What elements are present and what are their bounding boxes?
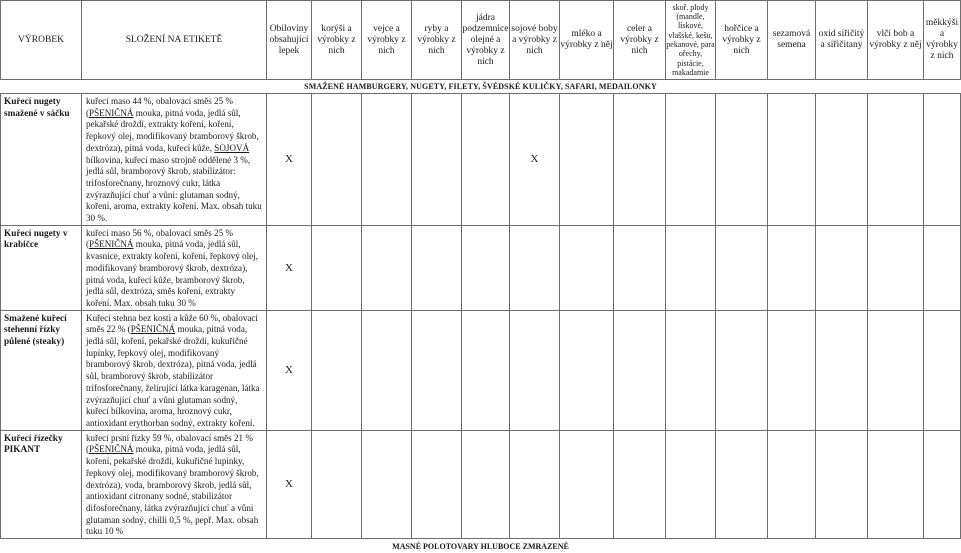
table-row xyxy=(1,310,961,430)
empty-cell xyxy=(312,310,362,430)
header-sesame: sezamová semena xyxy=(768,1,816,80)
empty-cell xyxy=(768,310,816,430)
table-row xyxy=(1,94,961,226)
header-eggs: vejce a výrobky z nich xyxy=(362,1,412,80)
header-row xyxy=(1,1,961,80)
empty-cell xyxy=(560,430,614,538)
empty-cell xyxy=(614,94,666,226)
empty-cell xyxy=(462,310,510,430)
empty-cell xyxy=(614,310,666,430)
header-crustaceans: korýši a výrobky z nich xyxy=(312,1,362,80)
empty-cell xyxy=(412,94,462,226)
footer-row xyxy=(1,539,961,553)
header-nuts: skoř. plody (mandle, lískové, vlašské, kešu, pekanové, para ořechy, pistácie, makadamie xyxy=(666,1,716,80)
empty-cell xyxy=(462,225,510,310)
empty-cell xyxy=(816,430,868,538)
empty-cell xyxy=(716,310,768,430)
gluten-mark: X xyxy=(267,225,312,310)
footer-title: MASNÉ POLOTOVARY HLUBOCE ZMRAZENÉ xyxy=(1,539,961,553)
empty-cell xyxy=(716,225,768,310)
empty-cell xyxy=(768,430,816,538)
empty-cell xyxy=(362,225,412,310)
header-mustard: hořčice a výrobky z nich xyxy=(716,1,768,80)
table-row xyxy=(1,430,961,538)
product-name: Smažené kuřecí stehenní řízky půlené (steaky) xyxy=(1,310,82,430)
empty-cell xyxy=(868,225,924,310)
empty-cell xyxy=(312,94,362,226)
product-composition: Kuřecí stehna bez kosti a kůže 60 %, obalovací směs 22 % (PŠENIČNÁ mouka, pitná voda, jedlá sůl, koření, pekařské droždí, kukuřičné lupínky, řepkový olej, modifikovaný bramborový škrob, dextróza), pitná voda, jedlá sůl, bramborový škrob, stabilizátor trifosforečnany, želírující látka karagenan, látka zvýrazňující chuť a vůni glutaman sodný, kuřecí bílkovina, aroma, hroznový cukr, antioxidant erythorban sodný, extrakty koření. xyxy=(82,310,267,430)
empty-cell xyxy=(716,94,768,226)
empty-cell xyxy=(510,310,560,430)
allergen-highlight: SOJOVÁ xyxy=(214,142,250,153)
empty-cell xyxy=(816,225,868,310)
empty-cell xyxy=(924,310,961,430)
empty-cell xyxy=(816,94,868,226)
header-celery: celer a výrobky z nich xyxy=(614,1,666,80)
product-composition: kuřecí prsní řízky 59 %, obalovací směs 21 % (PŠENIČNÁ mouka, pitná voda, jedlá sůl, koření, pekařské droždí, kukuřičné lupínky, řepkový olej, modifikovaný bramborový škrob, dextróza), voda, bramborový škrob, jedlá sůl, antioxidant citronany sodné, stabilizátor difosforečnany, látka zvýrazňující chuť a vůni glutaman sodný, chilli 0,5 %, pepř. Max. obsah tuku 10 % xyxy=(82,430,267,538)
empty-cell xyxy=(312,430,362,538)
header-product: VÝROBEK xyxy=(1,1,82,80)
allergen-highlight: PŠENIČNÁ xyxy=(130,324,176,335)
empty-cell xyxy=(666,225,716,310)
empty-cell xyxy=(412,310,462,430)
empty-cell xyxy=(462,94,510,226)
empty-cell xyxy=(362,94,412,226)
header-peanuts: jádra podzemnice olejné a výrobky z nich xyxy=(462,1,510,80)
empty-cell xyxy=(768,225,816,310)
empty-cell xyxy=(666,310,716,430)
header-gluten: Obiloviny obsahující lepek xyxy=(267,1,312,80)
product-name: Kuřecí nugety smažené v sáčku xyxy=(1,94,82,226)
header-lupin: vlčí bob a výrobky z něj xyxy=(868,1,924,80)
empty-cell xyxy=(614,430,666,538)
empty-cell xyxy=(666,430,716,538)
empty-cell xyxy=(510,225,560,310)
header-soy: sojové boby a výrobky z nich xyxy=(510,1,560,80)
empty-cell xyxy=(362,430,412,538)
empty-cell xyxy=(768,94,816,226)
product-composition: kuřecí maso 44 %, obalovací směs 25 % (PŠENIČNÁ mouka, pitná voda, jedlá sůl, pekařské droždí, extrakty koření, koření, řepkový olej, modifikovaný bramborový škrob, dextróza), pitná voda, kuřecí kůže, SOJOVÁ bílkovina, kuřecí maso strojně oddělené 3 %, jedlá sůl, bramborový škrob, stabilizátor: trifosforečnany, hroznový cukr, látka zvýrazňující chuť a vůni: glutaman sodný, koření, aroma, extrakty koření. Max. obsah tuku 30 %. xyxy=(82,94,267,226)
header-sulphites: oxid siřičitý a siřičitany xyxy=(816,1,868,80)
soy-mark: X xyxy=(510,94,560,226)
gluten-mark: X xyxy=(267,94,312,226)
empty-cell xyxy=(510,430,560,538)
empty-cell xyxy=(362,310,412,430)
category-title: SMAŽENÉ HAMBURGERY, NUGETY, FILETY, ŠVÉDSKÉ KULIČKY, SAFARI, MEDAILONKY xyxy=(1,80,961,94)
empty-cell xyxy=(614,225,666,310)
empty-cell xyxy=(666,94,716,226)
empty-cell xyxy=(924,430,961,538)
allergen-highlight: PŠENIČNÁ xyxy=(89,239,134,250)
allergen-highlight: PŠENIČNÁ xyxy=(89,444,134,455)
table-row xyxy=(1,225,961,310)
empty-cell xyxy=(560,94,614,226)
empty-cell xyxy=(412,225,462,310)
header-milk: mléko a výrobky z něj xyxy=(560,1,614,80)
empty-cell xyxy=(716,430,768,538)
empty-cell xyxy=(312,225,362,310)
product-name: Kuřecí řízečky PIKANT xyxy=(1,430,82,538)
header-molluscs: měkkýši a výrobky z nich xyxy=(924,1,961,80)
empty-cell xyxy=(560,310,614,430)
empty-cell xyxy=(924,225,961,310)
empty-cell xyxy=(868,310,924,430)
empty-cell xyxy=(868,94,924,226)
header-composition: SLOŽENÍ NA ETIKETĚ xyxy=(82,1,267,80)
gluten-mark: X xyxy=(267,430,312,538)
empty-cell xyxy=(924,94,961,226)
product-name: Kuřecí nugety v krabičce xyxy=(1,225,82,310)
gluten-mark: X xyxy=(267,310,312,430)
empty-cell xyxy=(412,430,462,538)
empty-cell xyxy=(816,310,868,430)
product-composition: kuřecí maso 56 %, obalovací směs 25 % (PŠENIČNÁ mouka, pitná voda, jedlá sůl, kvasnice, extrakty koření, koření, řepkový olej, modifikovaný bramborový škrob, dextróza), pitná voda, kuřecí kůže, bramborový škrob, jedlá sůl, dextróza, směs koření, extrakty koření. Max. obsah tuku 30 % xyxy=(82,225,267,310)
empty-cell xyxy=(560,225,614,310)
header-fish: ryby a výrobky z nich xyxy=(412,1,462,80)
allergen-highlight: PŠENIČNÁ xyxy=(89,107,134,118)
empty-cell xyxy=(868,430,924,538)
empty-cell xyxy=(462,430,510,538)
category-row xyxy=(1,80,961,94)
